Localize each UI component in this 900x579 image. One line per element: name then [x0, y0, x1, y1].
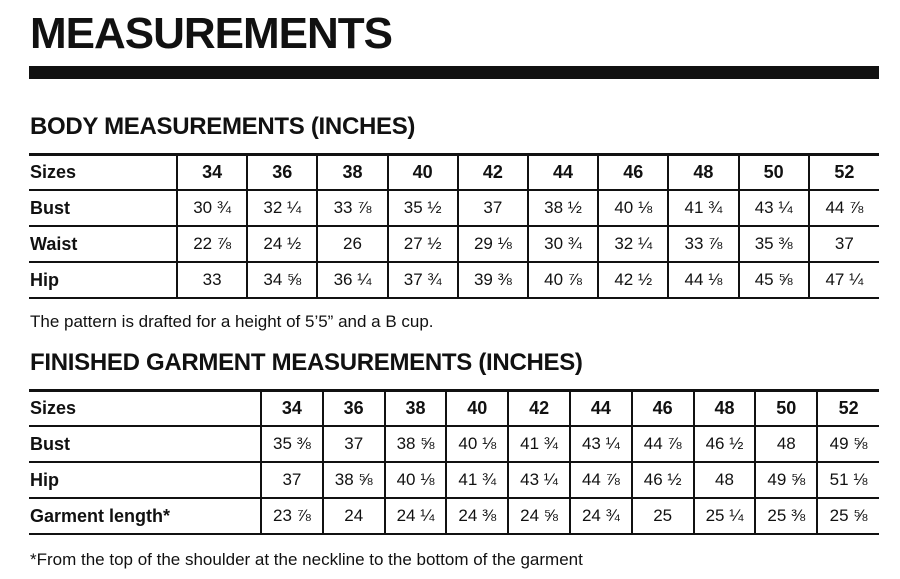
bust-value-42: 37	[458, 190, 528, 226]
hip-value-34: 33	[177, 262, 247, 298]
finished-garment-table	[29, 389, 879, 535]
sizes-label: Sizes	[29, 155, 177, 191]
hip-value-44: 44 ⅞	[570, 462, 632, 498]
size-header-36: 36	[247, 155, 317, 191]
row-label-bust: Bust	[29, 426, 261, 462]
hip-value-40: 41 ¾	[446, 462, 508, 498]
garment-length-value-44: 24 ¾	[570, 498, 632, 534]
row-label-hip: Hip	[29, 462, 261, 498]
garment-length-value-36: 24	[323, 498, 385, 534]
garment-length-value-40: 24 ⅜	[446, 498, 508, 534]
bust-value-44: 38 ½	[528, 190, 598, 226]
row-hip	[29, 262, 879, 298]
size-header-38: 38	[317, 155, 387, 191]
bust-value-38: 33 ⅞	[317, 190, 387, 226]
garment-length-value-34: 23 ⅞	[261, 498, 323, 534]
bust-value-48: 41 ¾	[668, 190, 738, 226]
hip-value-46: 46 ½	[632, 462, 694, 498]
size-header-42: 42	[458, 155, 528, 191]
row-hip	[29, 462, 879, 498]
waist-value-48: 33 ⅞	[668, 226, 738, 262]
bust-value-34: 35 ⅜	[261, 426, 323, 462]
hip-value-42: 39 ⅜	[458, 262, 528, 298]
size-header-34: 34	[261, 391, 323, 427]
bust-value-48: 46 ½	[694, 426, 756, 462]
size-header-48: 48	[694, 391, 756, 427]
waist-value-50: 35 ⅜	[739, 226, 809, 262]
bust-value-36: 32 ¼	[247, 190, 317, 226]
hip-value-38: 36 ¼	[317, 262, 387, 298]
size-header-40: 40	[388, 155, 458, 191]
waist-value-42: 29 ⅛	[458, 226, 528, 262]
sizes-header-row	[29, 155, 879, 191]
bust-value-50: 48	[755, 426, 817, 462]
size-header-38: 38	[385, 391, 447, 427]
row-label-waist: Waist	[29, 226, 177, 262]
sizes-header-row	[29, 391, 879, 427]
garment-length-value-42: 24 ⅝	[508, 498, 570, 534]
bust-value-46: 44 ⅞	[632, 426, 694, 462]
hip-value-46: 42 ½	[598, 262, 668, 298]
size-header-50: 50	[739, 155, 809, 191]
size-header-50: 50	[755, 391, 817, 427]
size-header-44: 44	[528, 155, 598, 191]
bust-value-52: 49 ⅝	[817, 426, 879, 462]
bust-value-36: 37	[323, 426, 385, 462]
waist-value-52: 37	[809, 226, 879, 262]
hip-value-34: 37	[261, 462, 323, 498]
bust-value-34: 30 ¾	[177, 190, 247, 226]
row-label-hip: Hip	[29, 262, 177, 298]
bust-value-44: 43 ¼	[570, 426, 632, 462]
hip-value-44: 40 ⅞	[528, 262, 598, 298]
hip-value-40: 37 ¾	[388, 262, 458, 298]
size-header-52: 52	[809, 155, 879, 191]
row-bust	[29, 426, 879, 462]
bust-value-40: 40 ⅛	[446, 426, 508, 462]
garment-length-value-52: 25 ⅝	[817, 498, 879, 534]
hip-value-48: 44 ⅛	[668, 262, 738, 298]
body-measurements-table	[29, 153, 879, 299]
sizes-label: Sizes	[29, 391, 261, 427]
waist-value-38: 26	[317, 226, 387, 262]
hip-value-42: 43 ¼	[508, 462, 570, 498]
size-header-44: 44	[570, 391, 632, 427]
bust-value-38: 38 ⅝	[385, 426, 447, 462]
bust-value-40: 35 ½	[388, 190, 458, 226]
bust-value-46: 40 ⅛	[598, 190, 668, 226]
title-rule	[29, 66, 879, 79]
hip-value-38: 40 ⅛	[385, 462, 447, 498]
waist-value-36: 24 ½	[247, 226, 317, 262]
row-waist	[29, 226, 879, 262]
waist-value-40: 27 ½	[388, 226, 458, 262]
size-header-48: 48	[668, 155, 738, 191]
finished-garment-title: FINISHED GARMENT MEASUREMENTS (INCHES)	[30, 349, 583, 376]
garment-length-value-50: 25 ⅜	[755, 498, 817, 534]
hip-value-52: 51 ⅛	[817, 462, 879, 498]
size-header-40: 40	[446, 391, 508, 427]
waist-value-46: 32 ¼	[598, 226, 668, 262]
size-header-36: 36	[323, 391, 385, 427]
bust-value-50: 43 ¼	[739, 190, 809, 226]
hip-value-36: 34 ⅝	[247, 262, 317, 298]
page-title: MEASUREMENTS	[30, 9, 393, 58]
height-cup-note: The pattern is drafted for a height of 5’5” and a B cup.	[30, 312, 434, 331]
hip-value-50: 49 ⅝	[755, 462, 817, 498]
row-bust	[29, 190, 879, 226]
size-header-42: 42	[508, 391, 570, 427]
garment-length-value-46: 25	[632, 498, 694, 534]
bust-value-52: 44 ⅞	[809, 190, 879, 226]
hip-value-48: 48	[694, 462, 756, 498]
size-header-52: 52	[817, 391, 879, 427]
bust-value-42: 41 ¾	[508, 426, 570, 462]
row-label-garment-length: Garment length*	[29, 498, 261, 534]
size-header-46: 46	[632, 391, 694, 427]
size-header-46: 46	[598, 155, 668, 191]
garment-length-value-38: 24 ¼	[385, 498, 447, 534]
body-measurements-title: BODY MEASUREMENTS (INCHES)	[30, 113, 416, 140]
hip-value-52: 47 ¼	[809, 262, 879, 298]
hip-value-50: 45 ⅝	[739, 262, 809, 298]
garment-length-footnote: *From the top of the shoulder at the neckline to the bottom of the garment	[30, 550, 583, 569]
waist-value-34: 22 ⅞	[177, 226, 247, 262]
size-header-34: 34	[177, 155, 247, 191]
garment-length-value-48: 25 ¼	[694, 498, 756, 534]
row-label-bust: Bust	[29, 190, 177, 226]
hip-value-36: 38 ⅝	[323, 462, 385, 498]
row-garment-length	[29, 498, 879, 534]
waist-value-44: 30 ¾	[528, 226, 598, 262]
